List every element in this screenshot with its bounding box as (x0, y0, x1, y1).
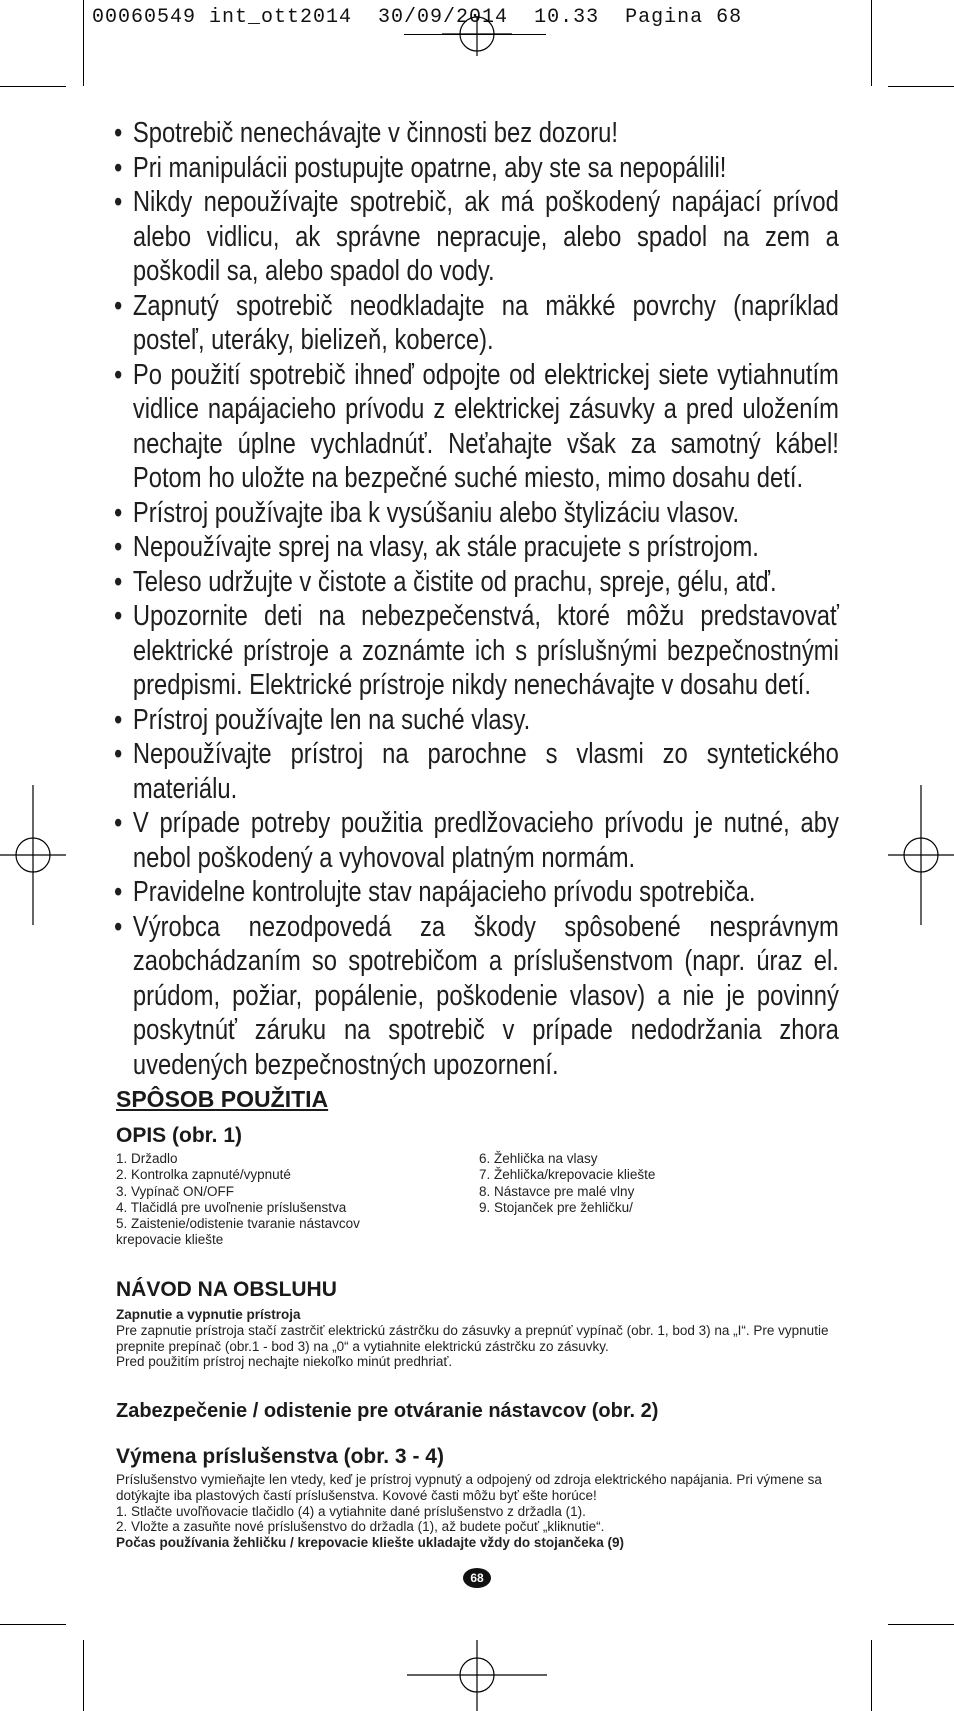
crop-mark (83, 0, 84, 86)
navod-subheading: Zapnutie a vypnutie prístroja (116, 1307, 301, 1322)
registration-mark-top (442, 16, 512, 56)
print-slug-header: 00060549 int_ott2014 30/09/2014 10.33 Pagina 68 (92, 6, 743, 29)
navod-paragraph: Pre zapnutie prístroja stačí zastrčiť elektrickú zástrčku do zásuvky a prepnúť vypínač (obr. 1, bod 3) na „I“. Pre vypnutie prepnite prepínač (obr.1 - bod 3) na „0“ a vytiahnite elektrickú zástrčku zo zásuvky. (116, 1322, 829, 1354)
registration-mark-left (0, 785, 66, 925)
zabezpecenie-heading: Zabezpečenie / odistenie pre otváranie nástavcov (obr. 2) (116, 1400, 659, 1422)
crop-mark (888, 86, 954, 87)
list-item: 3. Vypínač ON/OFF (116, 1183, 235, 1199)
section-title: SPÔSOB POUŽITIA (116, 1086, 329, 1112)
list-item: 6. Žehlička na vlasy (479, 1151, 598, 1166)
list-item: • Teleso udržujte v čistote a čistite od prachu, spreje, gélu, atď. (114, 565, 839, 600)
list-item: 7. Žehlička/krepovacie kliešte (479, 1167, 656, 1183)
list-item: • Spotrebič nenechávajte v činnosti bez dozoru! (114, 116, 839, 151)
list-item: • Pri manipulácii postupujte opatrne, aby ste sa nepopálili! (114, 151, 839, 186)
list-item: • Prístroj používajte iba k vysúšaniu alebo štylizáciu vlasov. (114, 496, 839, 531)
list-item: • Upozornite deti na nebezpečenstvá, ktoré môžu predstavovať elektrické prístroje a zoznámte ich s príslušnými bezpečnostnými predpismi. Elektrické prístroje nikdy nenechávajte v dosahu detí. (114, 599, 839, 703)
vymena-paragraph: Príslušenstvo vymieňajte len vtedy, keď je prístroj vypnutý a odpojený od zdroja elektrického napájania. Pri výmene sa dotýkajte iba plastových častí príslušenstva. Kovové časti môžu byť ešte horúce! (116, 1472, 822, 1503)
list-item: • Nepoužívajte sprej na vlasy, ak stále pracujete s prístrojom. (114, 530, 839, 565)
crop-mark (83, 1640, 84, 1711)
registration-mark-bottom (407, 1640, 547, 1711)
page-number: 68 (463, 1568, 491, 1588)
list-item: • Výrobca nezodpovedá za škody spôsobené nesprávnym zaobchádzaním so spotrebičom a príslušenstvom (napr. úraz el. prúdom, požiar, popálenie, poškodenie vlasov) a nie je povinný poskytnúť záruku na spotrebič v prípade nedodržania zhora uvedených bezpečnostných upozornení. (114, 910, 839, 1083)
crop-mark (871, 0, 872, 86)
vymena-heading: Výmena príslušenstva (obr. 3 - 4) (116, 1445, 444, 1468)
list-item: • V prípade potreby použitia predlžovacieho prívodu je nutné, aby nebol poškodený a vyhovoval platným normám. (114, 806, 839, 875)
list-item: 5. Zaistenie/odistenie tvaranie nástavcov (116, 1216, 360, 1232)
list-item: • Zapnutý spotrebič neodkladajte na mäkké povrchy (napríklad posteľ, uteráky, bielizeň, koberce). (114, 289, 839, 358)
vymena-step: 1. Stlačte uvoľňovacie tlačidlo (4) a vytiahnite dané príslušenstvo z držadla (1). (116, 1503, 586, 1519)
vymena-note: Počas používania žehličku / krepovacie kliešte ukladajte vždy do stojančeka (9) (116, 1535, 624, 1551)
list-item: 4. Tlačidlá pre uvoľnenie príslušenstva (116, 1199, 347, 1215)
list-item: • Pravidelne kontrolujte stav napájacieho prívodu spotrebiča. (114, 875, 839, 910)
navod-heading: NÁVOD NA OBSLUHU (116, 1278, 337, 1301)
crop-mark (0, 86, 66, 87)
vymena-step: 2. Vložte a zasuňte nové príslušenstvo do držadla (1), až budete počuť „kliknutie“. (116, 1519, 605, 1535)
list-item: 1. Držadlo (116, 1151, 178, 1166)
list-item: 9. Stojanček pre žehličku/ (479, 1199, 633, 1215)
navod-body (116, 1307, 838, 1370)
crop-mark (871, 1640, 872, 1711)
list-item: 2. Kontrolka zapnuté/vypnuté (116, 1167, 291, 1183)
parts-list-right (479, 1151, 655, 1216)
registration-mark-right (888, 785, 954, 925)
navod-paragraph: Pred použitím prístroj nechajte niekoľko minút predhriať. (116, 1354, 453, 1370)
list-item: • Nikdy nepoužívajte spotrebič, ak má poškodený napájací prívod alebo vidlicu, ak správne nepracuje, alebo spadol na zem a poškodil sa, alebo spadol do vody. (114, 185, 839, 289)
list-item: • Po použití spotrebič ihneď odpojte od elektrickej siete vytiahnutím vidlice napájacieho prívodu z elektrickej zásuvky a pred uložením nechajte úplne vychladnúť. Neťahajte však za samotný kábel! Potom ho uložte na bezpečné suché miesto, mimo dosahu detí. (114, 358, 839, 496)
list-item: 8. Nástavce pre malé vlny (479, 1183, 635, 1199)
list-item: • Prístroj používajte len na suché vlasy. (114, 703, 839, 738)
list-item: krepovacie kliešte (116, 1232, 224, 1248)
vymena-body (116, 1472, 838, 1551)
parts-list-left (116, 1151, 360, 1249)
list-item: • Nepoužívajte prístroj na parochne s vlasmi zo syntetického materiálu. (114, 737, 839, 806)
opis-heading: OPIS (obr. 1) (116, 1124, 243, 1147)
safety-instructions-list (114, 116, 839, 1082)
crop-mark (0, 1624, 66, 1625)
crop-mark (888, 1624, 954, 1625)
